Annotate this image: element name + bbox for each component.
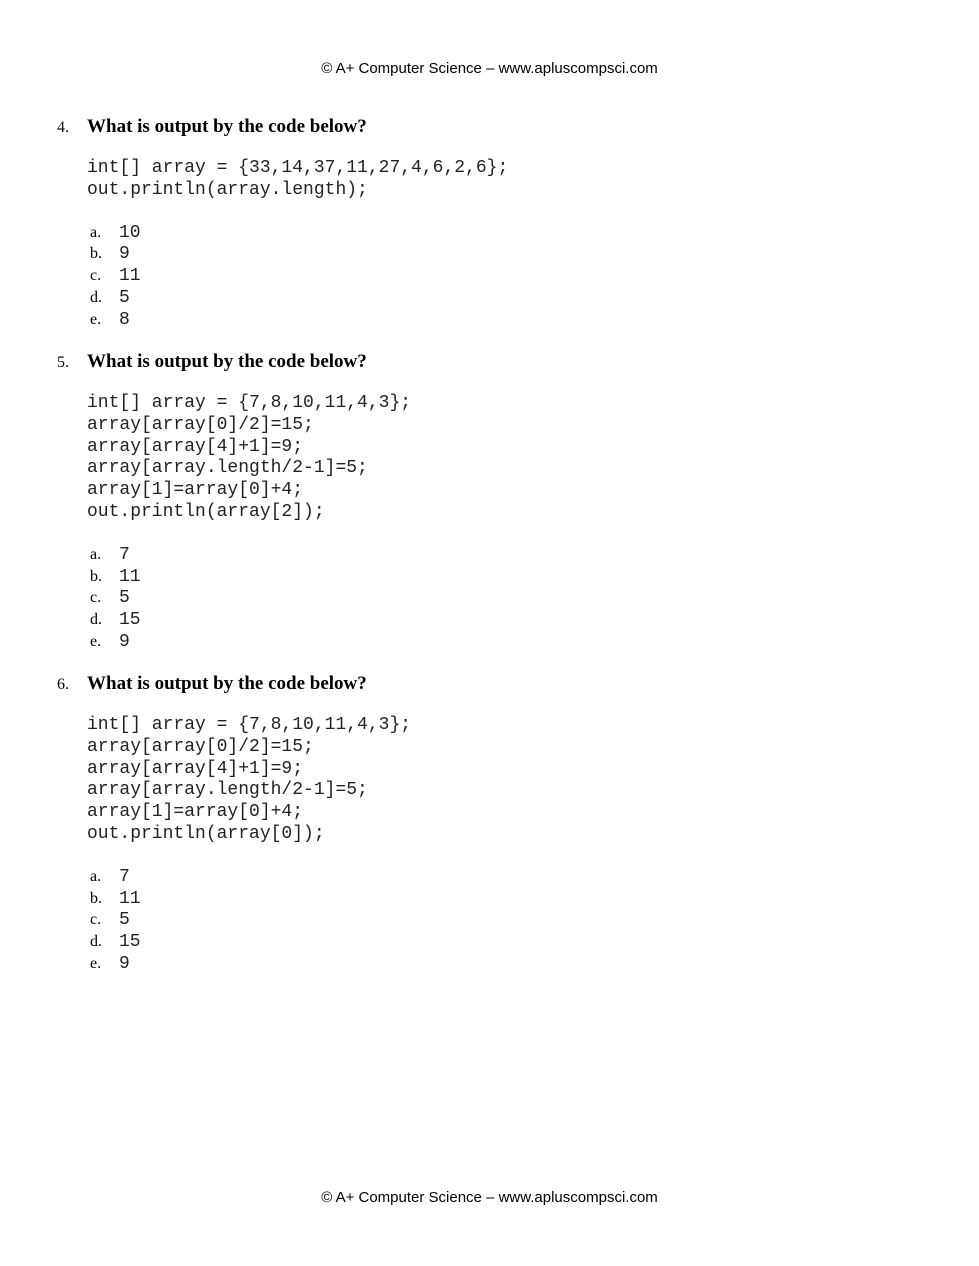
choice-d: [90, 610, 917, 632]
choice-letter: e.: [90, 954, 102, 972]
question-header: [57, 673, 917, 695]
code-line: int[] array = {33,14,37,11,27,4,6,2,6};: [87, 158, 509, 178]
question-5: [57, 351, 917, 654]
choice-value: 8: [119, 309, 130, 330]
answer-choices: [90, 545, 917, 654]
page-header: © A+ Computer Science – www.apluscompsci.com: [321, 60, 658, 77]
question-number: 5.: [57, 354, 69, 371]
choice-value: 11: [119, 266, 141, 287]
choice-letter: a.: [90, 545, 102, 563]
question-prompt: What is output by the code below?: [87, 351, 367, 372]
answer-choices: [90, 867, 917, 976]
code-line: out.println(array[0]);: [87, 823, 325, 844]
choice-e: [90, 310, 917, 332]
code-line: array[array[0]/2]=15;: [87, 736, 314, 757]
code-line: array[array.length/2-1]=5;: [87, 780, 368, 801]
code-block: [87, 393, 917, 524]
question-number: 6.: [57, 676, 69, 693]
code-line: array[1]=array[0]+4;: [87, 480, 304, 501]
choice-letter: d.: [90, 933, 102, 951]
choice-a: [90, 223, 917, 245]
choice-a: [90, 545, 917, 567]
choice-value: 5: [119, 588, 130, 609]
code-line: array[array[4]+1]=9;: [87, 758, 304, 779]
code-line: out.println(array.length);: [87, 179, 368, 200]
choice-d: [90, 932, 917, 954]
question-prompt: What is output by the code below?: [87, 116, 367, 137]
code-line: out.println(array[2]);: [87, 501, 325, 522]
code-block: [87, 158, 917, 202]
choice-value: 10: [119, 222, 141, 243]
choice-letter: b.: [90, 889, 102, 907]
choice-c: [90, 910, 917, 932]
choice-value: 9: [119, 631, 130, 652]
choice-b: [90, 889, 917, 911]
choice-value: 11: [119, 888, 141, 909]
question-prompt: What is output by the code below?: [87, 673, 367, 694]
choice-value: 15: [119, 610, 141, 631]
choice-b: [90, 244, 917, 266]
code-line: array[1]=array[0]+4;: [87, 802, 304, 823]
question-number: 4.: [57, 119, 69, 136]
choice-letter: e.: [90, 632, 102, 650]
page-footer: © A+ Computer Science – www.apluscompsci.com: [321, 1189, 658, 1206]
answer-choices: [90, 223, 917, 332]
code-line: array[array.length/2-1]=5;: [87, 458, 368, 479]
choice-letter: d.: [90, 288, 102, 306]
choice-value: 5: [119, 910, 130, 931]
question-6: [57, 673, 917, 976]
code-block: [87, 715, 917, 846]
choice-letter: c.: [90, 267, 102, 285]
choice-letter: e.: [90, 310, 102, 328]
choice-letter: c.: [90, 589, 102, 607]
choice-letter: b.: [90, 567, 102, 585]
choice-a: [90, 867, 917, 889]
choice-letter: a.: [90, 867, 102, 885]
question-4: [57, 116, 917, 332]
code-line: int[] array = {7,8,10,11,4,3};: [87, 393, 412, 413]
code-line: array[array[0]/2]=15;: [87, 414, 314, 435]
choice-value: 9: [119, 953, 130, 974]
choice-b: [90, 567, 917, 589]
choice-c: [90, 588, 917, 610]
choice-letter: b.: [90, 245, 102, 263]
question-header: [57, 351, 917, 373]
choice-value: 7: [119, 866, 130, 887]
choice-letter: c.: [90, 911, 102, 929]
choice-e: [90, 632, 917, 654]
choice-c: [90, 266, 917, 288]
question-header: [57, 116, 917, 138]
choice-value: 5: [119, 287, 130, 308]
choice-value: 11: [119, 566, 141, 587]
choice-letter: d.: [90, 611, 102, 629]
choice-value: 15: [119, 932, 141, 953]
code-line: int[] array = {7,8,10,11,4,3};: [87, 715, 412, 735]
choice-value: 7: [119, 544, 130, 565]
code-line: array[array[4]+1]=9;: [87, 436, 304, 457]
choice-e: [90, 954, 917, 976]
choice-d: [90, 288, 917, 310]
choice-value: 9: [119, 244, 130, 265]
choice-letter: a.: [90, 223, 102, 241]
